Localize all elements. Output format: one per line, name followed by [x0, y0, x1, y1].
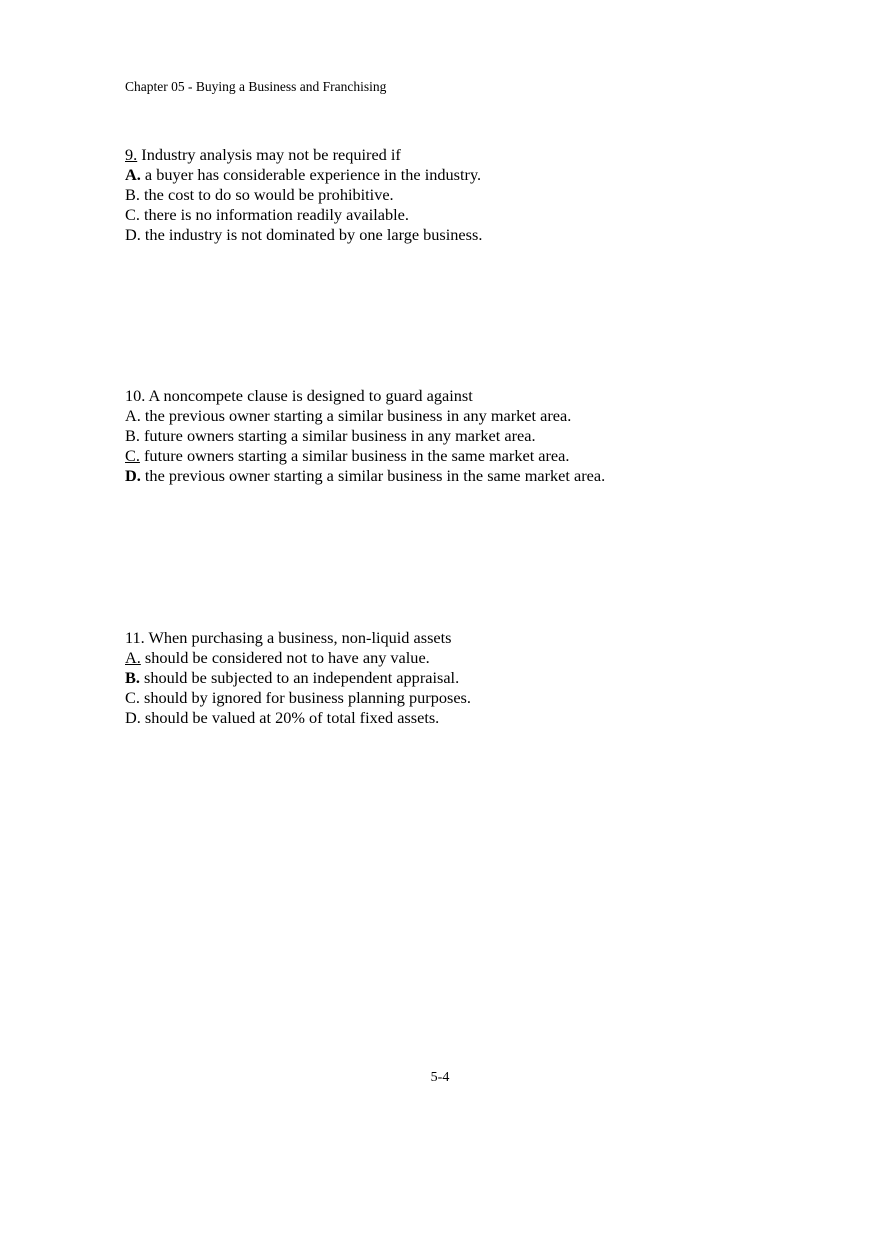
option-text: the previous owner starting a similar business in any market area. — [144, 406, 572, 425]
question-stem — [125, 386, 605, 406]
question-number: 11. — [125, 628, 145, 647]
chapter-header: Chapter 05 - Buying a Business and Franchising — [125, 79, 387, 94]
option-letter: C. — [125, 205, 140, 224]
option-text: future owners starting a similar business in any market area. — [144, 426, 536, 445]
option-d — [125, 225, 482, 245]
option-text: should by ignored for business planning purposes. — [144, 688, 471, 707]
option-d — [125, 708, 471, 728]
option-c — [125, 688, 471, 708]
option-letter: B. — [125, 185, 140, 204]
option-a — [125, 648, 471, 668]
option-text: a buyer has considerable experience in the industry. — [144, 165, 482, 184]
option-letter: C. — [125, 688, 140, 707]
option-text: should be valued at 20% of total fixed assets. — [144, 708, 440, 727]
question-text: A noncompete clause is designed to guard against — [148, 386, 473, 405]
option-d — [125, 466, 605, 486]
option-letter: A. — [125, 165, 141, 184]
question-number: 10. — [125, 386, 146, 405]
question-text: When purchasing a business, non-liquid assets — [148, 628, 452, 647]
option-c — [125, 205, 482, 225]
option-b — [125, 426, 605, 446]
option-letter: D. — [125, 225, 141, 244]
option-letter: B. — [125, 668, 140, 687]
option-b — [125, 185, 482, 205]
option-a — [125, 165, 482, 185]
option-letter: D. — [125, 708, 141, 727]
question-9 — [125, 145, 482, 245]
option-a — [125, 406, 605, 426]
question-text: Industry analysis may not be required if — [141, 145, 401, 164]
question-11 — [125, 628, 471, 728]
option-letter: B. — [125, 426, 140, 445]
option-letter: C. — [125, 446, 140, 465]
option-c — [125, 446, 605, 466]
page-number: 5-4 — [430, 1070, 450, 1085]
option-text: future owners starting a similar business in the same market area. — [144, 446, 570, 465]
question-10 — [125, 386, 605, 486]
option-text: the previous owner starting a similar business in the same market area. — [144, 466, 606, 485]
option-text: the cost to do so would be prohibitive. — [144, 185, 394, 204]
option-text: should be considered not to have any value. — [144, 648, 430, 667]
option-letter: A. — [125, 648, 141, 667]
option-text: should be subjected to an independent appraisal. — [144, 668, 460, 687]
option-text: the industry is not dominated by one large business. — [144, 225, 483, 244]
option-b — [125, 668, 471, 688]
option-letter: D. — [125, 466, 141, 485]
option-text: there is no information readily available. — [144, 205, 409, 224]
question-stem — [125, 628, 471, 648]
question-stem — [125, 145, 482, 165]
option-letter: A. — [125, 406, 141, 425]
question-number: 9. — [125, 145, 138, 164]
